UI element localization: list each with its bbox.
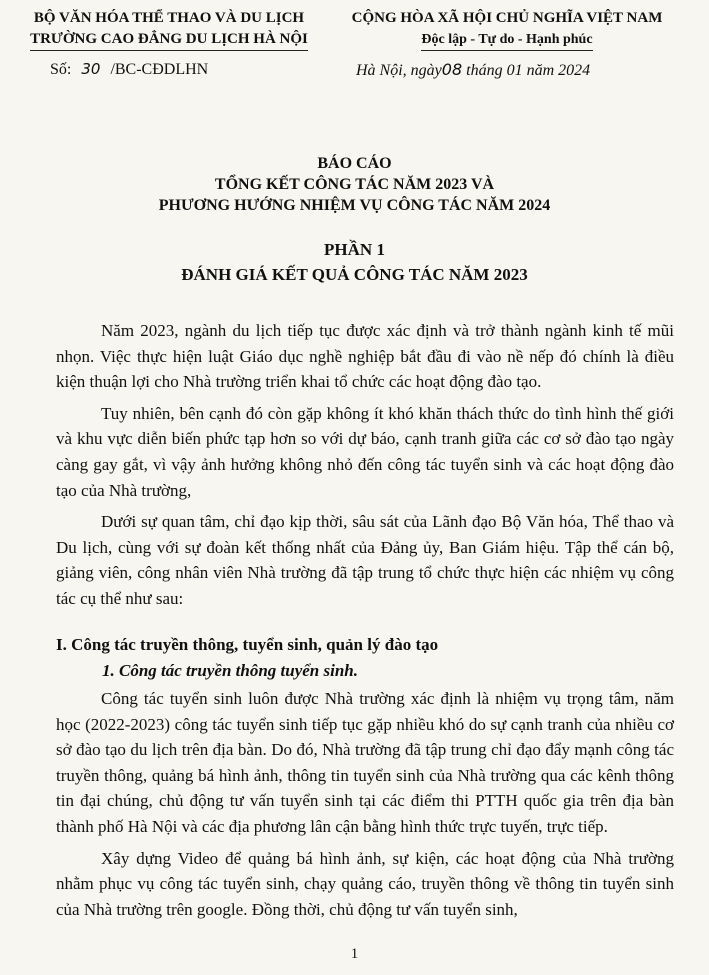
paragraph: Xây dựng Video để quảng bá hình ảnh, sự kiện, các hoạt động của Nhà trường nhằm phục vụ công tác tuyển sinh, chạy quảng cáo, truyền thông về thông tin tuyển sinh của Nhà trường trên google. Đồng thời, chủ động tư vấn tuyển sinh, [56,848,674,919]
national-motto: Độc lập - Tự do - Hạnh phúc [421,29,592,51]
report-subtitle-2: PHƯƠNG HƯỚNG NHIỆM VỤ CÔNG TÁC NĂM 2024 [158,197,551,214]
issue-date [356,60,590,80]
report-title: BÁO CÁO [317,155,392,172]
subsection-heading: 1. Công tác truyền thông tuyển sinh. [102,661,359,680]
doc-number-suffix: /BC-CĐDLHN [110,61,209,78]
date-place: Hà Nội, ngày [356,62,442,79]
section-paragraphs [56,686,674,922]
doc-number-handwritten: 30 [81,60,101,78]
part-title: ĐÁNH GIÁ KẾT QUẢ CÔNG TÁC NĂM 2023 [181,265,528,284]
intro-paragraphs [56,318,674,612]
doc-number-prefix: Số: [50,61,72,78]
paragraph: Dưới sự quan tâm, chỉ đạo kịp thời, sâu sát của Lãnh đạo Bộ Văn hóa, Thể thao và Du lịch, cùng với sự đoàn kết thống nhất của Đảng ủy, Ban Giám hiệu. Tập thể cán bộ, giảng viên, công nhân viên Nhà trường đã tập trung tổ chức thực hiện các nhiệm vụ công tác cụ thể như sau: [56,512,674,608]
paragraph: Tuy nhiên, bên cạnh đó còn gặp không ít khó khăn thách thức do tình hình thế giới và khu vực diễn biến phức tạp hơn so với dự báo, cạnh tranh giữa các cơ sở đào tạo ngày càng gay gắt, vì vậy ảnh hưởng không nhỏ đến công tác tuyển sinh và các hoạt động đào tạo của Nhà trường, [56,403,674,500]
paragraph: Năm 2023, ngành du lịch tiếp tục được xác định và trở thành ngành kinh tế mũi nhọn. Việc thực hiện luật Giáo dục nghề nghiệp bắt đầu đi vào nề nếp đó chính là điều kiện thuận lợi cho Nhà trường triển khai tổ chức các hoạt động đào tạo. [56,321,674,392]
republic-name: CỘNG HÒA XÃ HỘI CHỦ NGHĨA VIỆT NAM [351,10,663,26]
issuing-agency-header [24,8,314,51]
date-month-year: tháng 01 năm 2024 [466,62,591,79]
page-number: 1 [350,946,359,962]
section-heading: I. Công tác truyền thông, tuyển sinh, quản lý đào tạo [56,635,439,654]
paragraph: Công tác tuyển sinh luôn được Nhà trường xác định là nhiệm vụ trọng tâm, năm học (2022-2023) công tác tuyển sinh tiếp tục gặp nhiều khó do sự cạnh tranh của nhiều cơ sở đào tạo du lịch trên địa bàn. Do đó, Nhà trường đã tập trung chỉ đạo đẩy mạnh công tác truyền thông, quảng bá hình ảnh, thông tin tuyển sinh của Nhà trường qua các kênh thông tin đại chúng, chủ động tư vấn tuyển sinh tại các điểm thi PTTH quốc gia trên địa bàn thành phố Hà Nội và các địa phương lân cận bằng hình thức trực tuyến, trực tiếp. [56,689,674,836]
date-day-handwritten: 08 [441,60,463,79]
report-subtitle-1: TỔNG KẾT CÔNG TÁC NĂM 2023 VÀ [214,176,495,193]
national-header [316,8,698,51]
part-heading: PHẦN 1 [324,240,385,259]
document-number [50,60,208,79]
school-name: TRƯỜNG CAO ĐẲNG DU LỊCH HÀ NỘI [30,29,308,51]
ministry-name: BỘ VĂN HÓA THỂ THAO VÀ DU LỊCH [33,10,305,26]
